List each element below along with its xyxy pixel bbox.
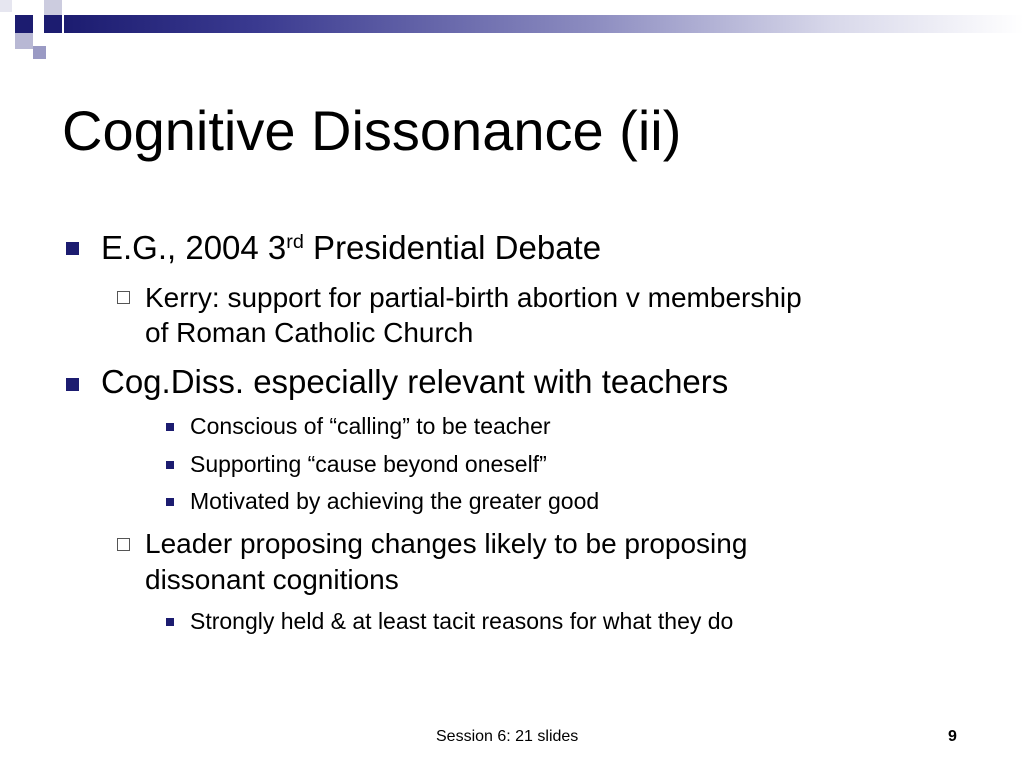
- bullet-level1-cogdiss: Cog.Diss. especially relevant with teachers: [101, 363, 729, 400]
- bullet-text-pre: E.G., 2004 3: [101, 229, 287, 266]
- bullet-level2-kerry-line1: Kerry: support for partial-birth abortion v membership: [145, 282, 802, 313]
- bullet-level2-leader-line1: Leader proposing changes likely to be proposing: [145, 528, 748, 559]
- small-square-bullet-icon: [166, 423, 174, 431]
- bullet-square-icon: [66, 378, 79, 391]
- bullet-text-sup: rd: [286, 231, 304, 254]
- hollow-square-bullet-icon: [117, 538, 130, 551]
- bullet-level3-strongly-held: Strongly held & at least tacit reasons for what they do: [190, 608, 734, 634]
- bullet-square-icon: [66, 242, 79, 255]
- small-square-bullet-icon: [166, 618, 174, 626]
- footer-session-label: Session 6: 21 slides: [436, 728, 579, 745]
- bullet-level2-leader-line2: dissonant cognitions: [145, 564, 399, 595]
- bullet-level2-kerry-line2: of Roman Catholic Church: [145, 317, 474, 348]
- bullet-level3-cause: Supporting “cause beyond oneself”: [190, 451, 547, 477]
- bullet-level3-calling: Conscious of “calling” to be teacher: [190, 413, 551, 439]
- slide-title: Cognitive Dissonance (ii): [62, 99, 682, 162]
- hollow-square-bullet-icon: [117, 291, 130, 304]
- bullet-level3-motivated: Motivated by achieving the greater good: [190, 488, 600, 514]
- small-square-bullet-icon: [166, 461, 174, 469]
- slide-page-number: 9: [948, 728, 957, 745]
- bullet-level1-debate: [101, 228, 601, 268]
- small-square-bullet-icon: [166, 498, 174, 506]
- bullet-text-post: Presidential Debate: [303, 229, 602, 266]
